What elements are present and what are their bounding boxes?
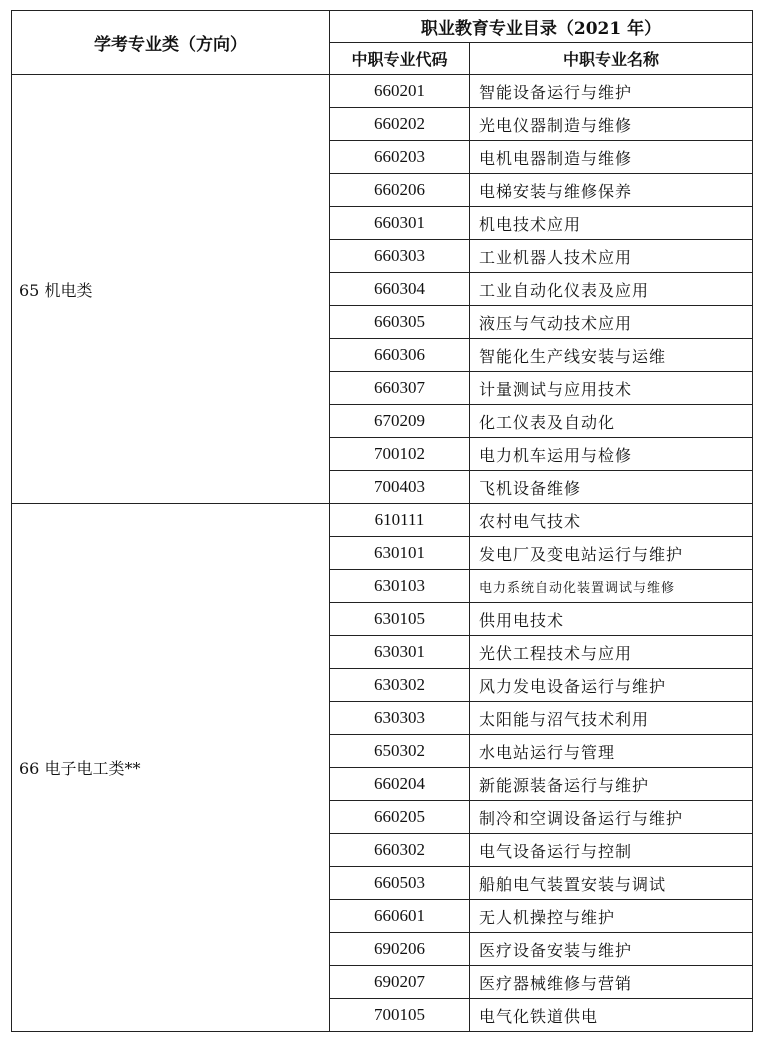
major-name-cell: 电力机车运用与检修 xyxy=(470,438,753,471)
category-cell: 65 机电类 xyxy=(12,75,330,504)
major-code-cell: 660302 xyxy=(330,834,470,867)
table-body xyxy=(12,75,753,1032)
major-name-cell: 无人机操控与维护 xyxy=(470,900,753,933)
major-code-cell: 630103 xyxy=(330,570,470,603)
major-code-cell: 660306 xyxy=(330,339,470,372)
major-code-cell: 630105 xyxy=(330,603,470,636)
major-name-cell: 船舶电气装置安装与调试 xyxy=(470,867,753,900)
major-name-cell: 化工仪表及自动化 xyxy=(470,405,753,438)
table-row xyxy=(12,75,753,108)
major-code-cell: 670209 xyxy=(330,405,470,438)
major-name-cell: 医疗设备安装与维护 xyxy=(470,933,753,966)
major-code-cell: 630303 xyxy=(330,702,470,735)
major-code-cell: 700403 xyxy=(330,471,470,504)
major-name-cell: 光电仪器制造与维修 xyxy=(470,108,753,141)
major-code-cell: 660303 xyxy=(330,240,470,273)
major-code-cell: 660305 xyxy=(330,306,470,339)
major-name-cell: 医疗器械维修与营销 xyxy=(470,966,753,999)
major-name-cell: 电气设备运行与控制 xyxy=(470,834,753,867)
major-catalog-table xyxy=(11,10,753,1032)
major-code-cell: 630302 xyxy=(330,669,470,702)
major-code-cell: 660304 xyxy=(330,273,470,306)
major-name-cell: 水电站运行与管理 xyxy=(470,735,753,768)
table-row xyxy=(12,504,753,537)
category-cell: 66 电子电工类** xyxy=(12,504,330,1032)
major-name-cell: 液压与气动技术应用 xyxy=(470,306,753,339)
major-name-cell: 工业自动化仪表及应用 xyxy=(470,273,753,306)
major-code-cell: 650302 xyxy=(330,735,470,768)
major-name-cell: 工业机器人技术应用 xyxy=(470,240,753,273)
major-name-cell: 风力发电设备运行与维护 xyxy=(470,669,753,702)
major-code-cell: 660203 xyxy=(330,141,470,174)
code-column-header: 中职专业代码 xyxy=(330,43,470,75)
major-name-cell: 太阳能与沼气技术利用 xyxy=(470,702,753,735)
major-name-cell: 电机电器制造与维修 xyxy=(470,141,753,174)
major-code-cell: 700105 xyxy=(330,999,470,1032)
major-name-cell: 光伏工程技术与应用 xyxy=(470,636,753,669)
major-code-cell: 660601 xyxy=(330,900,470,933)
major-name-cell: 电力系统自动化装置调试与维修 xyxy=(470,570,753,603)
major-name-cell: 飞机设备维修 xyxy=(470,471,753,504)
major-name-cell: 农村电气技术 xyxy=(470,504,753,537)
header-row-1 xyxy=(12,11,753,43)
major-name-cell: 供用电技术 xyxy=(470,603,753,636)
major-code-cell: 660503 xyxy=(330,867,470,900)
name-column-header: 中职专业名称 xyxy=(470,43,753,75)
major-code-cell: 630301 xyxy=(330,636,470,669)
major-code-cell: 660206 xyxy=(330,174,470,207)
major-code-cell: 660307 xyxy=(330,372,470,405)
major-name-cell: 新能源装备运行与维护 xyxy=(470,768,753,801)
major-name-cell: 发电厂及变电站运行与维护 xyxy=(470,537,753,570)
major-code-cell: 660205 xyxy=(330,801,470,834)
major-code-cell: 660201 xyxy=(330,75,470,108)
major-name-cell: 电气化铁道供电 xyxy=(470,999,753,1032)
major-code-cell: 610111 xyxy=(330,504,470,537)
catalog-header: 职业教育专业目录（2021 年） xyxy=(330,11,753,43)
major-name-cell: 制冷和空调设备运行与维护 xyxy=(470,801,753,834)
major-name-cell: 电梯安装与维修保养 xyxy=(470,174,753,207)
major-code-cell: 660301 xyxy=(330,207,470,240)
major-code-cell: 690207 xyxy=(330,966,470,999)
major-name-cell: 智能设备运行与维护 xyxy=(470,75,753,108)
major-code-cell: 690206 xyxy=(330,933,470,966)
major-code-cell: 660202 xyxy=(330,108,470,141)
major-code-cell: 700102 xyxy=(330,438,470,471)
major-name-cell: 智能化生产线安装与运维 xyxy=(470,339,753,372)
major-name-cell: 计量测试与应用技术 xyxy=(470,372,753,405)
major-code-cell: 660204 xyxy=(330,768,470,801)
exam-category-header: 学考专业类（方向） xyxy=(12,11,330,75)
major-code-cell: 630101 xyxy=(330,537,470,570)
major-name-cell: 机电技术应用 xyxy=(470,207,753,240)
